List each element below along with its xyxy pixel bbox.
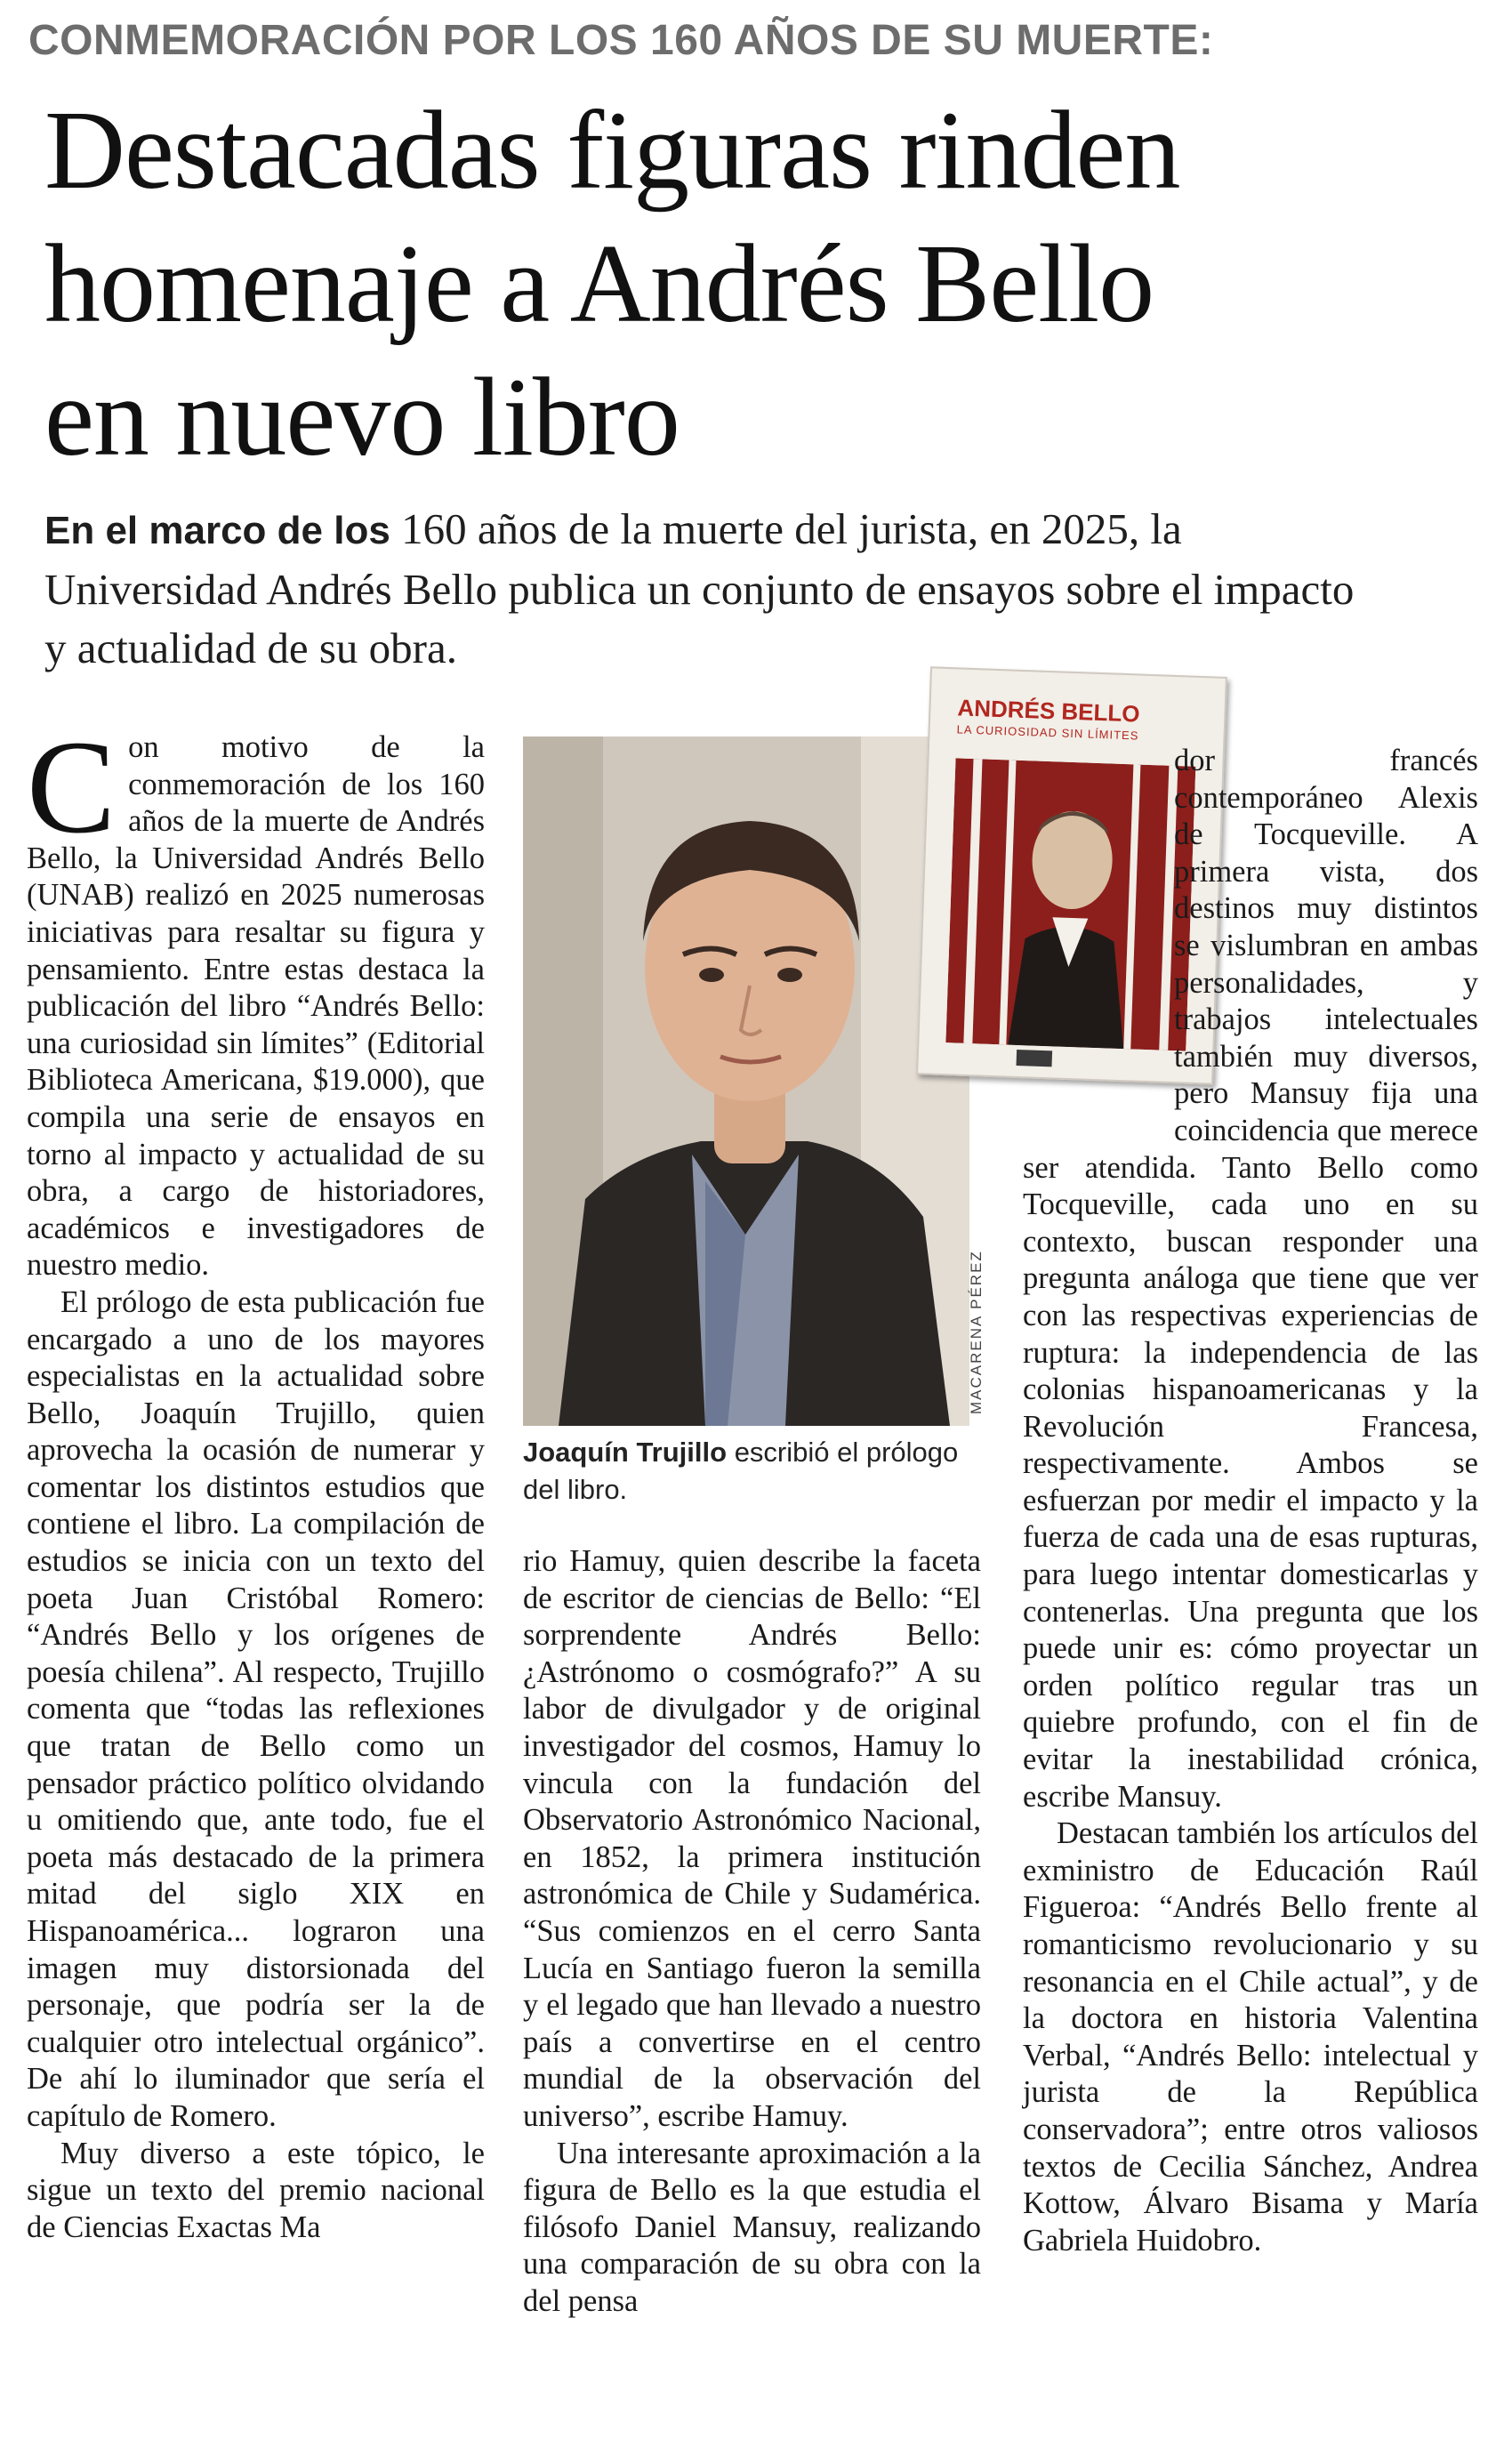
body-paragraph-7: Destacan también los artículos del exministro de Educación Raúl Figueroa: “Andrés Bello frente al romanticismo revolucionario y su resonancia en el Chile actual”, y de la doctora en historia Valentina Verbal, “Andrés Bello: intelectual y jurista de la República conservadora”; entre otros valiosos textos de Cecilia Sánchez, Andrea Kottow, Álvaro Bisama y María Gabriela Huidobro. — [1023, 1816, 1478, 2258]
photo-caption — [523, 1434, 985, 1509]
body-paragraph-1 — [27, 713, 485, 1284]
body-paragraph-4: rio Hamuy, quien describe la faceta de escritor de ciencias de Bello: “El sorprendente Andrés Bello: ¿Astrónomo o cosmógrafo?” A su labor de divulgador y de original investigador del cosmos, Hamuy lo vincula con la fundación del Observatorio Astronómico Nacional, en 1852, la primera institución astronómica de Chile y Sudamérica. “Sus comienzos en el cerro Santa Lucía en Santiago fueron la semilla y el legado que han llevado a nuestro país a convertirse en el centro mundial de la observación del universo”, escribe Hamuy. — [523, 1544, 981, 2133]
body-paragraph-3: Muy diverso a este tópico, le sigue un texto del premio nacional de Ciencias Exactas Ma — [27, 2136, 485, 2244]
headline-line-1: Destacadas figuras rinden — [44, 89, 1180, 213]
body-column-left — [27, 713, 485, 2246]
headline-line-3: en nuevo libro — [44, 356, 680, 479]
photo-credit: MACARENA PÉREZ — [968, 1250, 985, 1414]
headline-line-2: homenaje a Andrés Bello — [44, 222, 1154, 346]
section-kicker: CONMEMORACIÓN POR LOS 160 AÑOS DE SU MUERTE: — [28, 17, 1214, 64]
book-cover-wrap-space — [1023, 743, 1174, 1116]
body-paragraph-5: Una interesante aproximación a la figura de Bello es la que estudia el filósofo Daniel Mansuy, realizando una comparación de su obra con la del pensa — [523, 2136, 981, 2318]
caption-name: Joaquín Trujillo — [523, 1437, 728, 1468]
body-paragraph-2: El prólogo de esta publicación fue encargado a uno de los mayores especialistas en la actualidad sobre Bello, Joaquín Trujillo, quien aprovecha la ocasión de numerar y comentar los distintos estudios que contiene el libro. La compilación de estudios se inicia con un texto del poeta Juan Cristóbal Romero: “Andrés Bello y los orígenes de poesía chilena”. Al respecto, Trujillo comenta que “todas las reflexiones que tratan de Bello como un pensador práctico político olvidando u omitiendo que, ante todo, fue el poeta más destacado de la primera mitad del siglo XIX en Hispanoamérica... lograron una imagen muy distorsionada del personaje, que podría ser la de cualquier otro intelectual orgánico”. De ahí lo iluminador que sería el capítulo de Romero. — [27, 1284, 485, 2133]
deck-text: 160 años de la muerte del jurista, en 2025, la Universidad Andrés Bello publica un conjunto de ensayos sobre el impacto y actualidad de su obra. — [44, 504, 1355, 672]
deck-summary — [44, 500, 1379, 678]
caption-text: escribió el prólogo del libro. — [523, 1437, 959, 1505]
body-column-middle — [523, 1543, 981, 2320]
book-cover-subtitle: LA CURIOSIDAD SIN LÍMITES — [956, 722, 1139, 743]
body-paragraph-1-text: on motivo de la conmemoración de los 160 años de la muerte de Andrés Bello, la Universidad Andrés Bello (UNAB) realizó en 2025 numerosas iniciativas para resaltar su figura y pensamiento. Entre estas destaca la publicación del libro “Andrés Bello: una curiosidad sin límites” (Editorial Biblioteca Americana, $19.000), que compila una serie de ensayos en torno al impacto y actualidad de su obra, a cargo de historiadores, académicos e investigadores de nuestro medio. — [27, 730, 485, 1283]
headline — [44, 85, 1468, 485]
body-paragraph-6: dor francés contemporáneo Alexis de Tocqueville. A primera vista, dos destinos muy distintos se vislumbran en ambas personalidades, y trabajos intelectuales también muy diversos, pero Mansuy fija una coincidencia que merece ser atendida. Tanto Bello como Tocqueville, cada uno en su contexto, buscan responder una pregunta análoga que tiene que ver con las respectivas experiencias de ruptura: la independencia de las colonias hispanoamericanas y la Revolución Francesa, respectivamente. Ambos se esfuerzan por medir el impacto y la fuerza de cada una de esas rupturas, para luego intentar domesticarlas y contenerlas. Una pregunta que los puede unir es: cómo proyectar un orden político regular tras un quiebre profundo, con el fin de evitar la inestabilidad crónica, escribe Mansuy. — [1023, 744, 1478, 1814]
drop-cap: C — [27, 713, 117, 861]
portrait-photo — [523, 736, 969, 1426]
portrait-illustration — [523, 736, 969, 1426]
body-column-right — [1023, 743, 1478, 2259]
deck-lead: En el marco de los — [44, 509, 390, 552]
book-cover-title: ANDRÉS BELLO — [956, 694, 1141, 728]
